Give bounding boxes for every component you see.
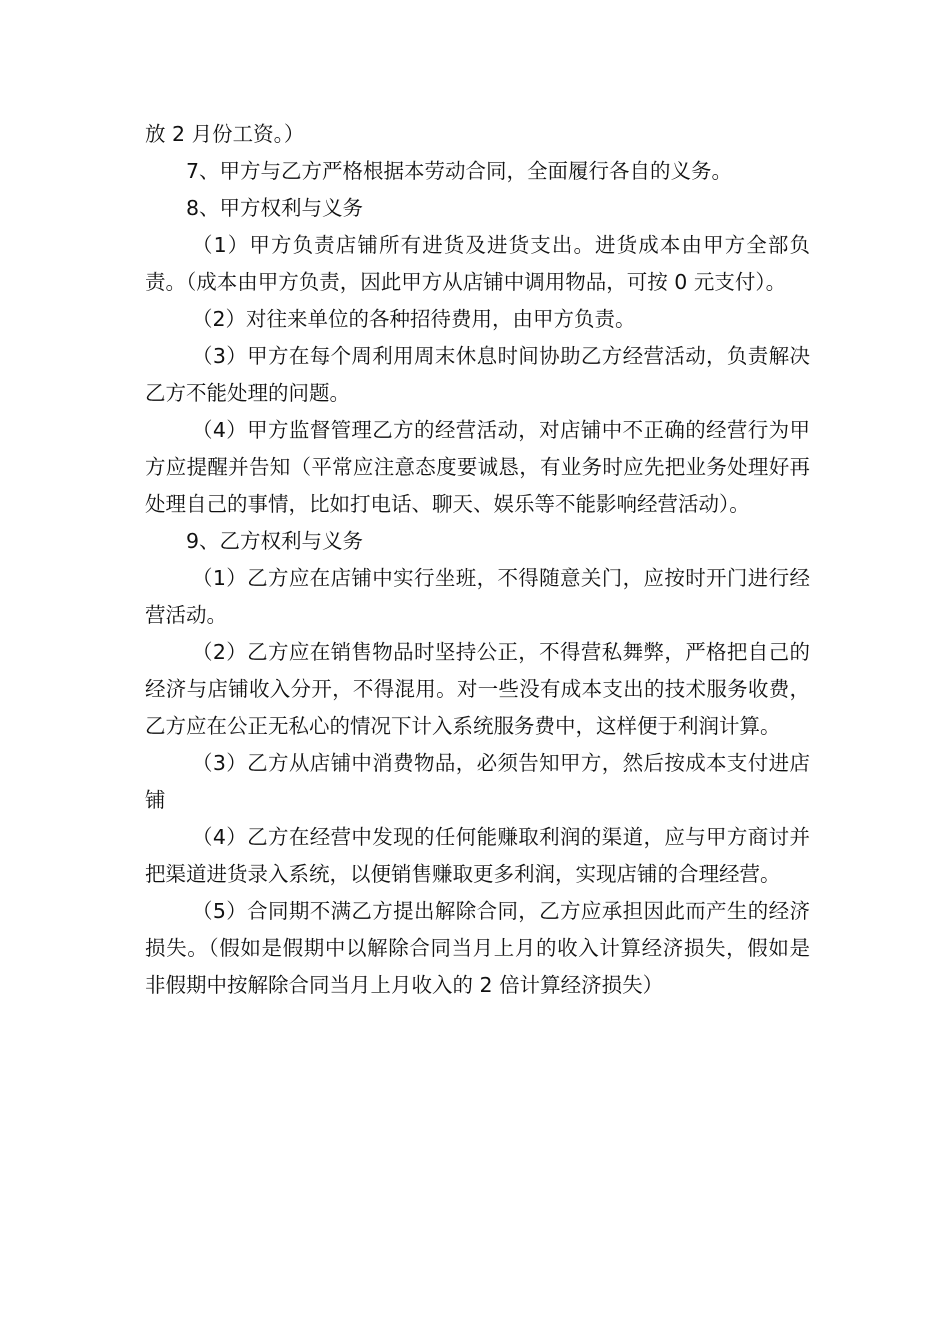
clause-9-item-3: （3）乙方从店铺中消费物品，必须告知甲方，然后按成本支付进店铺	[145, 751, 810, 812]
clause-9-heading: 9、乙方权利与义务	[186, 529, 364, 553]
clause-9-item-1: （1）乙方应在店铺中实行坐班，不得随意关门，应按时开门进行经营活动。	[145, 566, 810, 627]
clause-9-item-5: （5）合同期不满乙方提出解除合同，乙方应承担因此而产生的经济损失。（假如是假期中以解除合同当月上月的收入计算经济损失，假如是非假期中按解除合同当月上月收入的 2 倍计算经济损失）	[145, 899, 810, 997]
document-body	[145, 116, 810, 1004]
clause-9-item-4: （4）乙方在经营中发现的任何能赚取利润的渠道，应与甲方商讨并把渠道进货录入系统，以便销售赚取更多利润，实现店铺的合理经营。	[145, 825, 810, 886]
clause-8-item-3: （3）甲方在每个周利用周末休息时间协助乙方经营活动，负责解决乙方不能处理的问题。	[145, 344, 810, 405]
clause-8-heading: 8、甲方权利与义务	[186, 196, 364, 220]
clause-9-item-2: （2）乙方应在销售物品时坚持公正，不得营私舞弊，严格把自己的经济与店铺收入分开，不得混用。对一些没有成本支出的技术服务收费，乙方应在公正无私心的情况下计入系统服务费中，这样便于利润计算。	[145, 640, 810, 738]
paragraph-continuation: 放 2 月份工资。）	[145, 122, 305, 146]
clause-8-item-1: （1）甲方负责店铺所有进货及进货支出。进货成本由甲方全部负责。（成本由甲方负责，因此甲方从店铺中调用物品，可按 0 元支付）。	[145, 233, 810, 294]
clause-8-item-4: （4）甲方监督管理乙方的经营活动，对店铺中不正确的经营行为甲方应提醒并告知（平常应注意态度要诚恳，有业务时应先把业务处理好再处理自己的事情，比如打电话、聊天、娱乐等不能影响经营活动）。	[145, 418, 810, 516]
clause-7: 7、甲方与乙方严格根据本劳动合同，全面履行各自的义务。	[186, 159, 733, 183]
clause-8-item-2: （2）对往来单位的各种招待费用，由甲方负责。	[192, 307, 636, 331]
